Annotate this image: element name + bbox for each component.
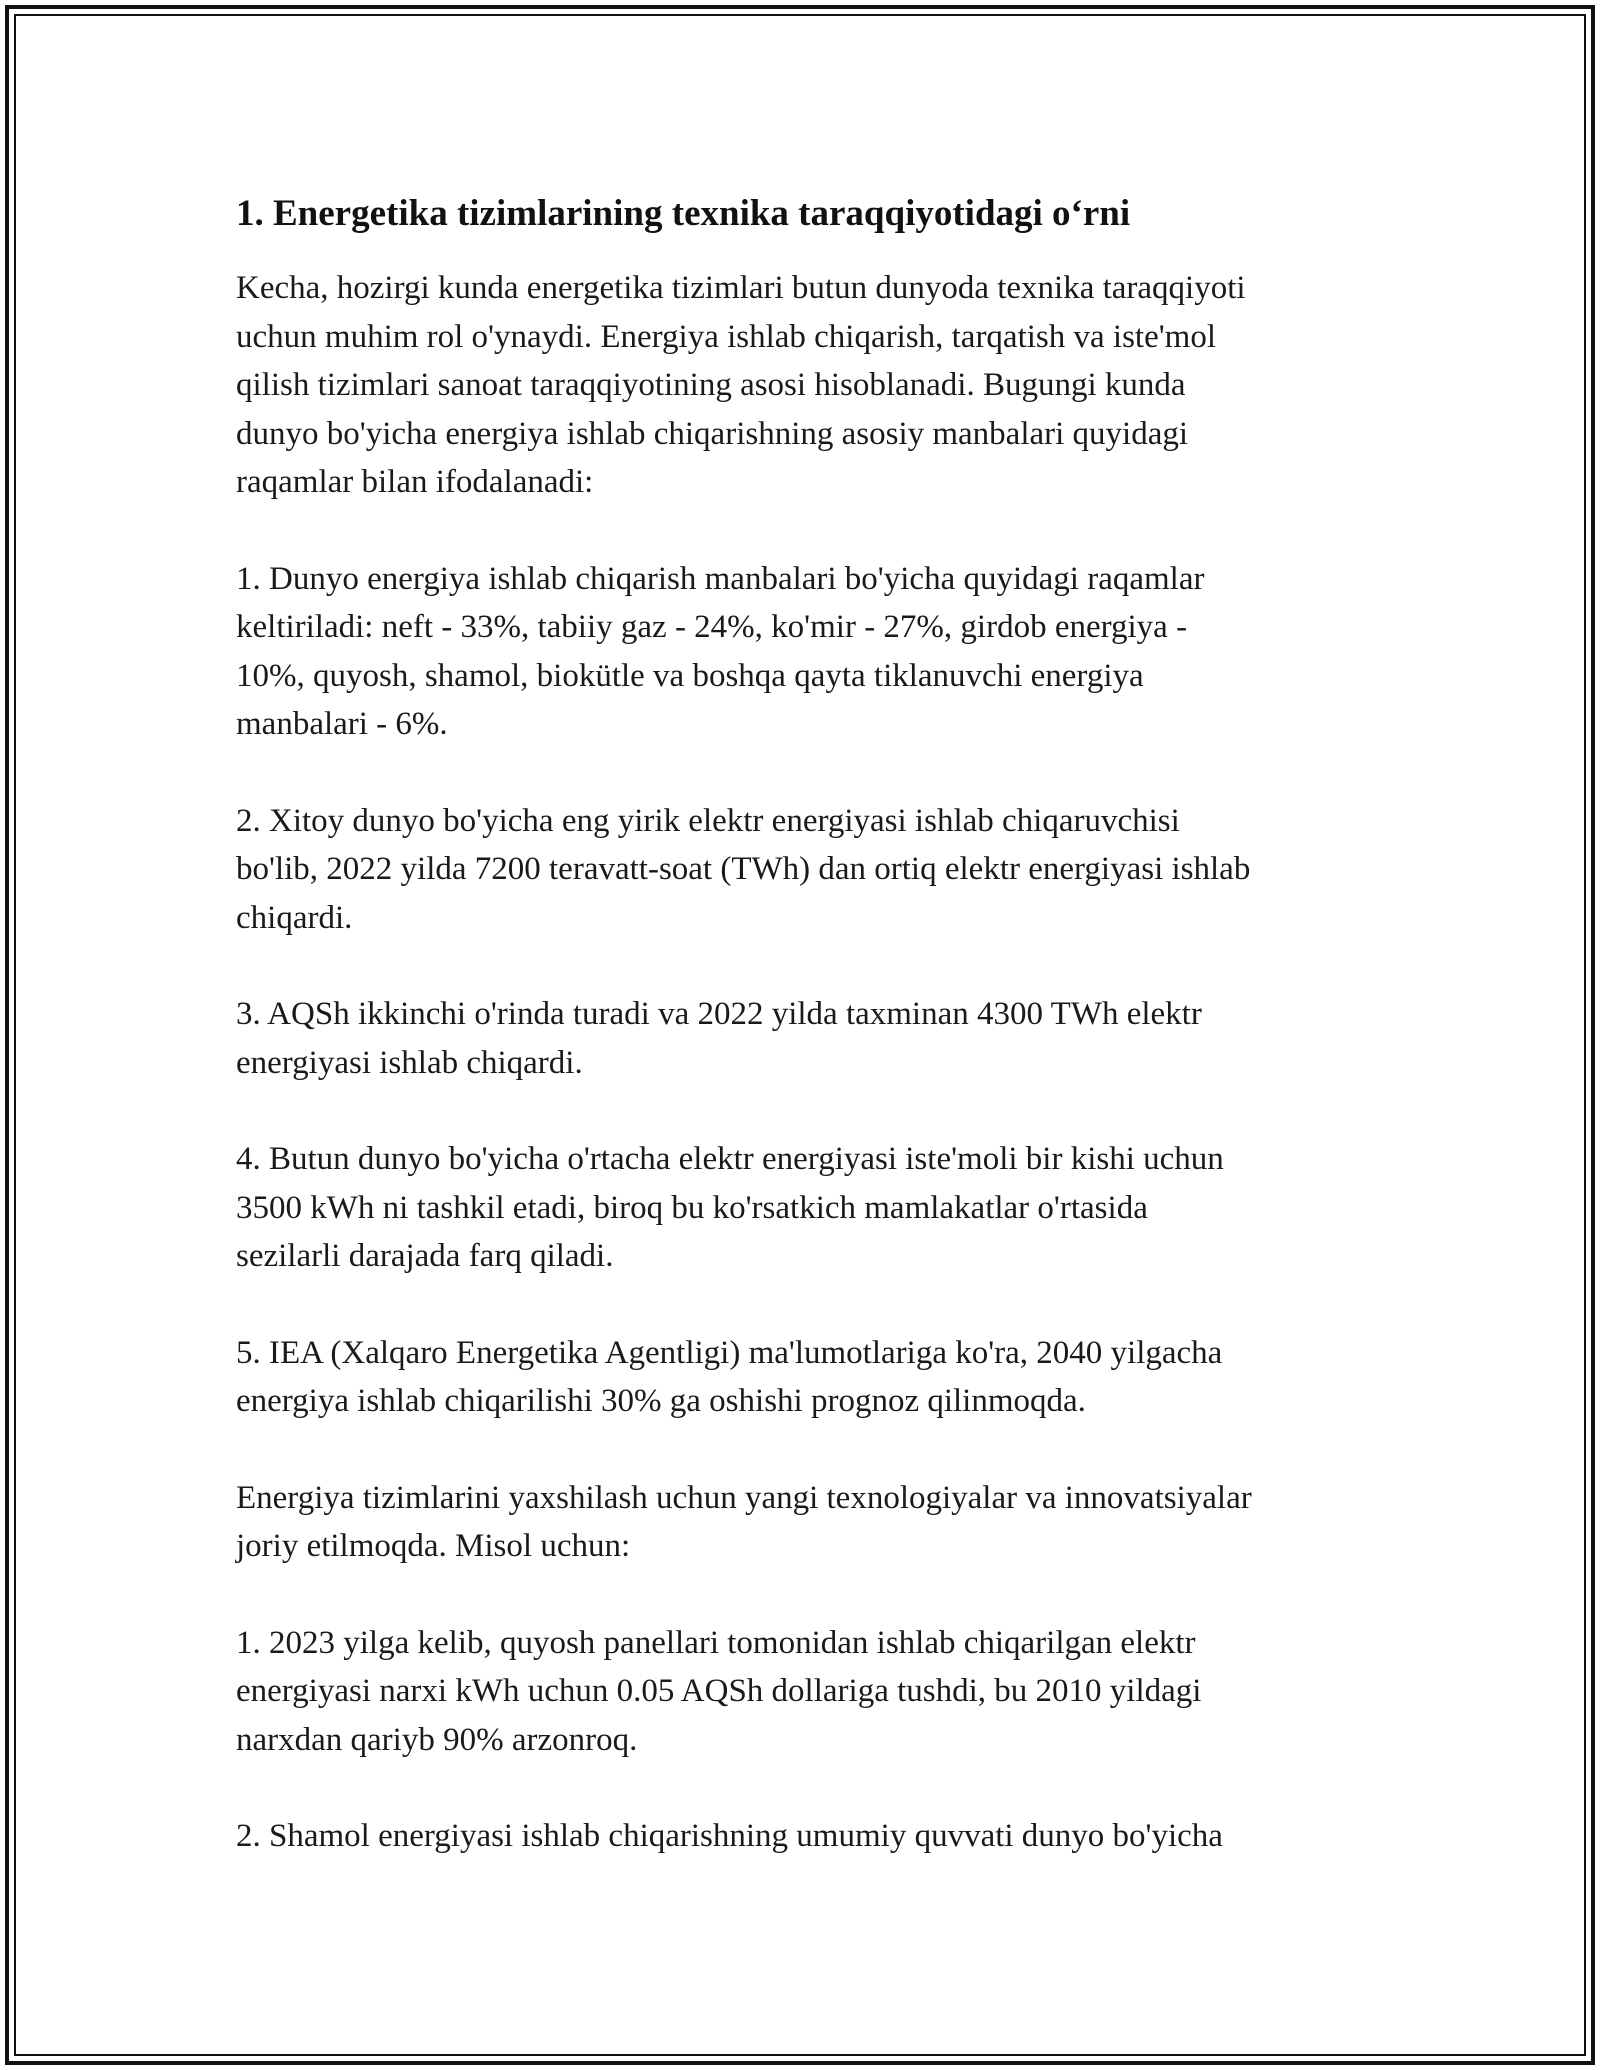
paragraph-item-iea — [236, 1329, 1386, 1426]
paragraph-item-consumption — [236, 1135, 1386, 1281]
text-line: keltiriladi: neft - 33%, tabiiy gaz - 24%, ko'mir - 27%, girdob energiya - — [236, 609, 1188, 645]
text-line: energiya ishlab chiqarilishi 30% ga oshishi prognoz qilinmoqda. — [236, 1383, 1086, 1419]
paragraph-item-energy-sources — [236, 555, 1386, 749]
text-line: 10%, quyosh, shamol, biokütle va boshqa qayta tiklanuvchi energiya — [236, 657, 1144, 694]
text-line: Kecha, hozirgi kunda energetika tizimlari butun dunyoda texnika taraqqiyoti — [236, 270, 1246, 306]
text-line: energiyasi ishlab chiqardi. — [236, 1044, 583, 1081]
text-line: energiyasi narxi kWh uchun 0.05 AQSh dollariga tushdi, bu 2010 yildagi — [236, 1673, 1202, 1709]
text-line: narxdan qariyb 90% arzonroq. — [236, 1721, 638, 1758]
text-line: 3. AQSh ikkinchi o'rinda turadi va 2022 yilda taxminan 4300 TWh elektr — [236, 996, 1202, 1032]
paragraph-item-usa — [236, 990, 1386, 1087]
text-line: chiqardi. — [236, 899, 353, 936]
text-line: dunyo bo'yicha energiya ishlab chiqarishning asosiy manbalari quyidagi — [236, 415, 1189, 452]
paragraph-item-china — [236, 797, 1386, 943]
paragraph-innovations — [236, 1474, 1386, 1571]
section-heading: 1. Energetika tizimlarining texnika taraqqiyotidagi o‘rni — [236, 193, 1131, 234]
text-line: qilish tizimlari sanoat taraqqiyotining asosi hisoblanadi. Bugungi kunda — [236, 367, 1186, 403]
paragraph-item-solar — [236, 1619, 1386, 1765]
text-line: uchun muhim rol o'ynaydi. Energiya ishlab chiqarish, tarqatish va iste'mol — [236, 318, 1217, 355]
text-line: 5. IEA (Xalqaro Energetika Agentligi) ma'lumotlariga ko'ra, 2040 yilgacha — [236, 1334, 1223, 1371]
text-line: bo'lib, 2022 yilda 7200 teravatt-soat (TWh) dan ortiq elektr energiyasi ishlab — [236, 851, 1251, 887]
text-line: 2. Shamol energiyasi ishlab chiqarishning umumiy quvvati dunyo bo'yicha — [236, 1818, 1223, 1854]
text-line: sezilarli darajada farq qiladi. — [236, 1238, 614, 1274]
text-line: raqamlar bilan ifodalanadi: — [236, 464, 594, 500]
text-line: 1. 2023 yilga kelib, quyosh panellari tomonidan ishlab chiqarilgan elektr — [236, 1624, 1196, 1661]
text-line: 2. Xitoy dunyo bo'yicha eng yirik elektr energiyasi ishlab chiqaruvchisi — [236, 802, 1180, 839]
text-line: 3500 kWh ni tashkil etadi, biroq bu ko'rsatkich mamlakatlar o'rtasida — [236, 1189, 1148, 1226]
document-page — [236, 186, 1386, 1909]
text-line: joriy etilmoqda. Misol uchun: — [236, 1528, 631, 1564]
paragraph-intro — [236, 264, 1386, 507]
text-line: 1. Dunyo energiya ishlab chiqarish manbalari bo'yicha quyidagi raqamlar — [236, 560, 1205, 597]
paragraph-item-wind — [236, 1812, 1386, 1861]
text-line: Energiya tizimlarini yaxshilash uchun yangi texnologiyalar va innovatsiyalar — [236, 1479, 1252, 1516]
text-line: 4. Butun dunyo bo'yicha o'rtacha elektr energiyasi iste'moli bir kishi uchun — [236, 1141, 1224, 1177]
text-line: manbalari - 6%. — [236, 706, 448, 742]
